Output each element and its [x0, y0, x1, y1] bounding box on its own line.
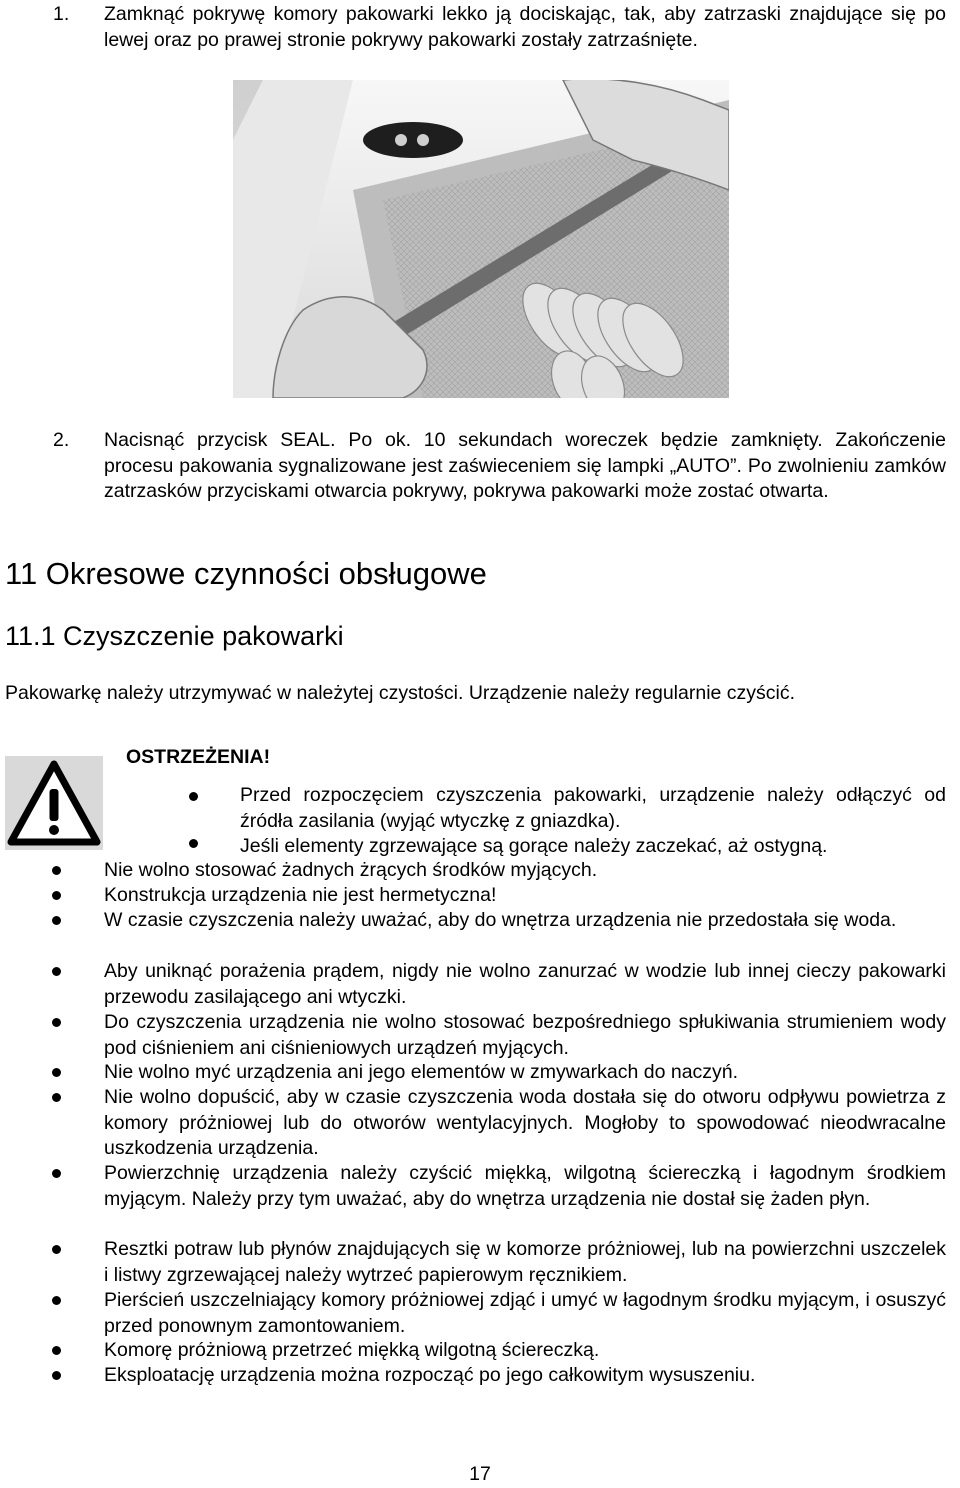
list-item: Nie wolno myć urządzenia ani jego elementów w zmywarkach do naczyń. [104, 1061, 739, 1083]
step-2-text: Nacisnąć przycisk SEAL. Po ok. 10 sekundach woreczek będzie zamknięty. Zakończenie procesu pakowania sygnalizowane jest zaświeceniem się lampki „AUTO”. Po zwolnieniu zamków zatrzasków przyciskami otwarcia pokrywy, pokrywa pakowarki może zostać otwarta. [104, 429, 946, 502]
vacuum-sealer-photo [233, 80, 729, 398]
list-item: Konstrukcja urządzenia nie jest hermetyczna! [104, 884, 497, 906]
bullet-icon [189, 839, 198, 848]
bullet-icon [189, 792, 198, 801]
warning-item: Przed rozpoczęciem czyszczenia pakowarki, urządzenie należy odłączyć od źródła zasilania (wyjąć wtyczkę z gniazdka). [240, 784, 946, 832]
list-item: Powierzchnię urządzenia należy czyścić miękką, wilgotną ściereczką i łagodnym środkiem myjącym. Należy przy tym uważać, aby do wnętrza urządzenia nie dostał się żaden płyn. [104, 1162, 946, 1210]
list-item: Pierścień uszczelniający komory próżniowej zdjąć i umyć w łagodnym środku myjącym, i osuszyć przed ponownym zamontowaniem. [104, 1289, 946, 1337]
bullet-icon [52, 967, 61, 976]
list-item: Nie wolno dopuścić, aby w czasie czyszczenia woda dostała się do otworu odpływu powietrza z komory próżniowej lub do otworów wentylacyjnych. Mogłoby to spowodować nieodwracalne uszkodzenia urządzenia. [104, 1086, 946, 1159]
bullet-icon [52, 916, 61, 925]
bullet-icon [52, 866, 61, 875]
bullet-icon [52, 1093, 61, 1102]
subsection-heading: 11.1 Czyszczenie pakowarki [5, 621, 344, 651]
section-heading: 11 Okresowe czynności obsługowe [5, 556, 487, 591]
list-item: Do czyszczenia urządzenia nie wolno stosować bezpośredniego spłukiwania strumieniem wody pod ciśnieniem ani ciśnieniowych urządzeń myjących. [104, 1011, 946, 1059]
step-1-text: Zamknąć pokrywę komory pakowarki lekko ją dociskając, tak, aby zatrzaski znajdujące się po lewej oraz po prawej stronie pokrywy pakowarki zostały zatrzaśnięte. [104, 3, 946, 51]
list-item: Aby uniknąć porażenia prądem, nigdy nie wolno zanurzać w wodzie lub innej cieczy pakowarki przewodu zasilającego ani wtyczki. [104, 960, 946, 1008]
warning-title: OSTRZEŻENIA! [126, 746, 271, 768]
warning-triangle-icon [5, 756, 103, 850]
step-number: 2. [53, 429, 70, 451]
bullet-icon [52, 891, 61, 900]
bullet-icon [52, 1018, 61, 1027]
list-item: Resztki potraw lub płynów znajdujących się w komorze próżniowej, lub na powierzchni uszczelek i listwy zgrzewającej należy wytrzeć papierowym ręcznikiem. [104, 1238, 946, 1286]
step-number: 1. [53, 3, 70, 25]
bullet-icon [52, 1245, 61, 1254]
bullet-icon [52, 1169, 61, 1178]
bullet-icon [52, 1346, 61, 1355]
bullet-icon [52, 1371, 61, 1380]
warning-item: Jeśli elementy zgrzewające są gorące należy zaczekać, aż ostygną. [240, 835, 828, 857]
list-item: Komorę próżniową przetrzeć miękką wilgotną ściereczką. [104, 1339, 600, 1361]
bullet-icon [52, 1296, 61, 1305]
bullet-icon [52, 1068, 61, 1077]
list-item: W czasie czyszczenia należy uważać, aby do wnętrza urządzenia nie przedostała się woda. [104, 909, 897, 931]
list-item: Eksploatację urządzenia można rozpocząć po jego całkowitym wysuszeniu. [104, 1364, 756, 1386]
list-item: Nie wolno stosować żadnych żrących środków myjących. [104, 859, 598, 881]
intro-paragraph: Pakowarkę należy utrzymywać w należytej czystości. Urządzenie należy regularnie czyścić. [5, 682, 796, 704]
page-number: 17 [469, 1463, 491, 1485]
